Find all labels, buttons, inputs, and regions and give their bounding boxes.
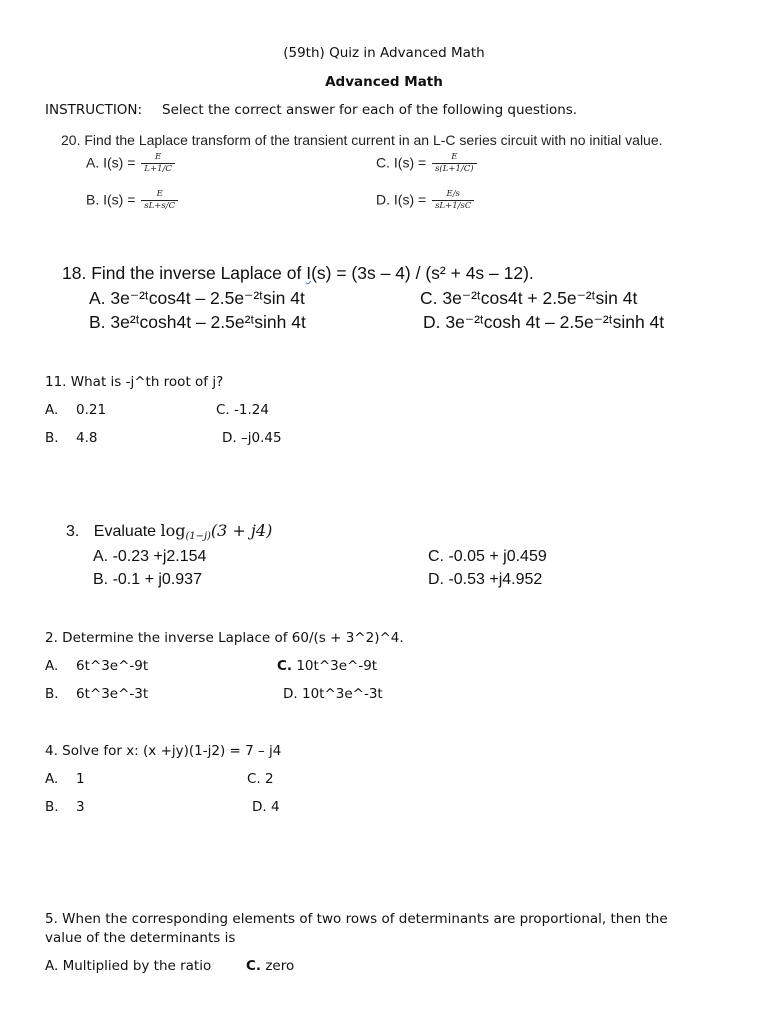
q2-option-c-text: 10t^3e^-9t xyxy=(296,658,378,674)
q20-option-b-label: B. I(s) = xyxy=(86,191,136,208)
q20-option-d-fraction xyxy=(432,190,474,212)
q2-option-d: D. 10t^3e^-3t xyxy=(283,686,383,702)
q11-option-a: 0.21 xyxy=(76,402,107,418)
q20-option-b xyxy=(86,190,178,212)
q5-question-line2: value of the determinants is xyxy=(45,930,236,946)
q2-option-c xyxy=(277,658,377,674)
q18-spellcheck-mark: I xyxy=(306,263,312,283)
q3-text: Evaluate xyxy=(93,523,157,540)
q3-option-c: C. -0.05 + j0.459 xyxy=(428,548,547,565)
q20-option-a-denominator: L+1/C xyxy=(141,163,175,174)
q18-option-d: D. 3e⁻²ᵗcosh 4t – 2.5e⁻²ᵗsinh 4t xyxy=(423,312,665,332)
q20-option-d-label: D. I(s) = xyxy=(376,191,427,208)
q11-question: 11. What is -j^th root of j? xyxy=(45,374,224,390)
q3-option-a: A. -0.23 +j2.154 xyxy=(93,548,207,565)
q20-option-c-denominator: s(L+1/C) xyxy=(432,163,477,174)
q20-question: 20. Find the Laplace transform of the transient current in an L-C series circuit with no initial value. xyxy=(61,132,663,148)
q20-option-d-numerator: E/s xyxy=(446,189,460,199)
q11-option-b-letter: B. xyxy=(45,430,59,446)
q5-question-line1: 5. When the corresponding elements of two rows of determinants are proportional, then the xyxy=(45,911,668,927)
q11-option-b: 4.8 xyxy=(76,430,98,446)
q11-option-d: D. –j0.45 xyxy=(222,430,282,446)
q3-expression xyxy=(161,521,273,540)
q3-question xyxy=(66,521,272,541)
subject-heading: Advanced Math xyxy=(325,74,443,90)
q4-option-a: 1 xyxy=(76,771,85,787)
q20-option-a-label: A. I(s) = xyxy=(86,154,136,171)
q4-option-d: D. 4 xyxy=(252,799,280,815)
q4-option-c: C. 2 xyxy=(247,771,274,787)
q2-option-a-letter: A. xyxy=(45,658,59,674)
q2-option-b: 6t^3e^-3t xyxy=(76,686,149,702)
q20-option-d-denominator: sL+1/sC xyxy=(432,200,474,211)
q18-option-a: A. 3e⁻²ᵗcos4t – 2.5e⁻²ᵗsin 4t xyxy=(89,288,305,308)
q20-option-a xyxy=(86,153,175,175)
q20-option-a-fraction xyxy=(141,153,175,175)
q5-option-c-letter: C. xyxy=(246,958,262,974)
q3-log: log xyxy=(160,521,186,540)
instruction-text: Select the correct answer for each of the following questions. xyxy=(162,102,578,118)
q5-option-c-text: zero xyxy=(265,958,295,974)
q4-option-b: 3 xyxy=(76,799,85,815)
q18-option-b: B. 3e²ᵗcosh4t – 2.5e²ᵗsinh 4t xyxy=(89,312,306,332)
q4-option-a-letter: A. xyxy=(45,771,59,787)
q3-option-b: B. -0.1 + j0.937 xyxy=(93,571,202,588)
q3-number: 3. xyxy=(66,523,80,540)
q2-option-c-letter: C. xyxy=(277,658,293,674)
q20-option-a-numerator: E xyxy=(154,152,162,162)
q4-option-b-letter: B. xyxy=(45,799,59,815)
q5-option-a: A. Multiplied by the ratio xyxy=(45,958,212,974)
q18-option-c: C. 3e⁻²ᵗcos4t + 2.5e⁻²ᵗsin 4t xyxy=(420,288,638,308)
q18-number: 18. xyxy=(62,263,87,283)
q2-option-b-letter: B. xyxy=(45,686,59,702)
q5-option-c xyxy=(246,958,294,974)
q4-question: 4. Solve for x: (x +jy)(1-j2) = 7 – j4 xyxy=(45,743,282,759)
q18-text-after: (s) = (3s – 4) / (s² + 4s – 12). xyxy=(311,263,534,283)
q11-option-a-letter: A. xyxy=(45,402,59,418)
q20-option-b-numerator: E xyxy=(156,189,163,199)
q3-log-base: (1−j) xyxy=(185,530,211,542)
q18-text-before: Find the inverse Laplace of xyxy=(91,263,307,283)
q20-option-c-label: C. I(s) = xyxy=(376,154,427,171)
q11-option-c: C. -1.24 xyxy=(216,402,269,418)
instruction-label: INSTRUCTION: xyxy=(45,102,143,118)
q3-option-d: D. -0.53 +j4.952 xyxy=(428,571,543,588)
q2-option-a: 6t^3e^-9t xyxy=(76,658,149,674)
q3-log-argument: (3 + j4) xyxy=(210,521,273,540)
q20-option-c xyxy=(376,153,477,175)
q20-option-c-fraction xyxy=(432,153,477,175)
q20-option-b-denominator: sL+s/C xyxy=(141,200,178,211)
q20-option-c-numerator: E xyxy=(451,152,458,162)
q2-question: 2. Determine the inverse Laplace of 60/(s + 3^2)^4. xyxy=(45,630,404,646)
q18-question xyxy=(62,263,534,284)
q20-option-b-fraction xyxy=(141,190,178,212)
q20-option-d xyxy=(376,190,474,212)
quiz-title: (59th) Quiz in Advanced Math xyxy=(283,45,485,61)
